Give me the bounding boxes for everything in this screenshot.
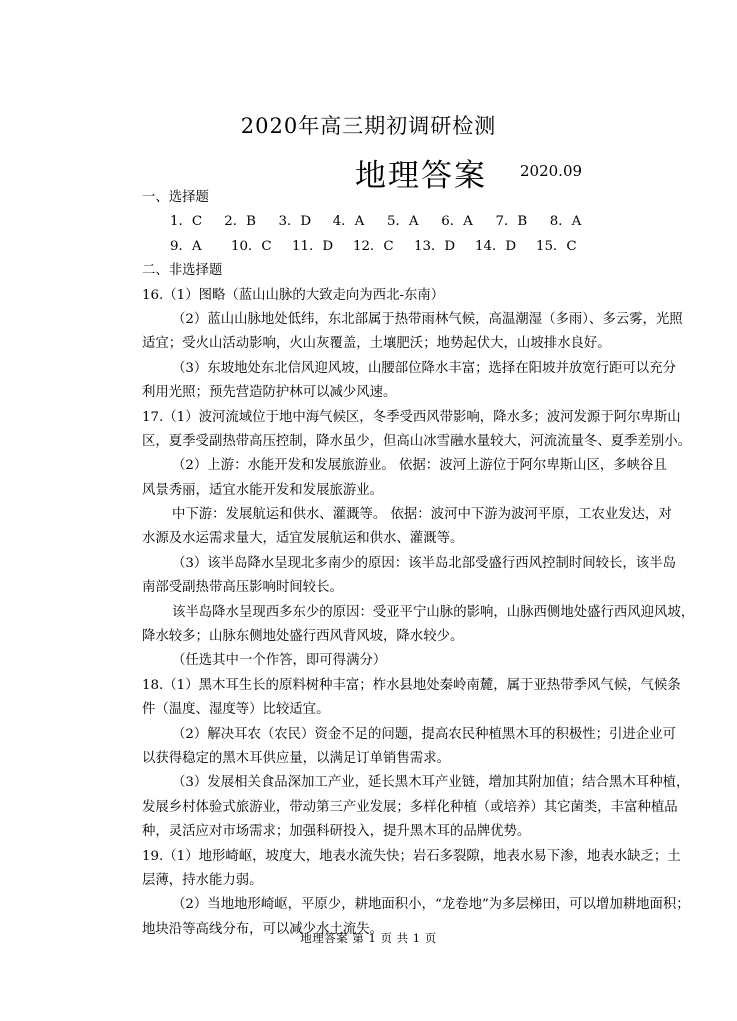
choice-answer: 4．A xyxy=(332,214,365,230)
choice-answer: 11．D xyxy=(292,238,334,254)
choice-answer: 9．A xyxy=(170,238,202,254)
subject-title: 地理答案 xyxy=(355,158,487,194)
answer-line: 地块沿等高线分布，可以减少水土流失。 xyxy=(142,921,384,937)
choice-answer: 12．C xyxy=(353,238,394,254)
section2-heading: 二、非选择题 xyxy=(142,263,223,279)
choice-answer: 8．A xyxy=(549,214,582,230)
answer-line: 17.（1）波河流域位于地中海气候区，冬季受西风带影响，降水多；波河发源于阿尔卑斯山 xyxy=(142,409,681,425)
choice-answer: 6．A xyxy=(441,214,473,230)
answer-line: 16.（1）图略（蓝山山脉的大致走向为西北-东南） xyxy=(142,287,445,303)
page-footer: 地理答案 第 1 页 共 1 页 xyxy=(300,931,437,945)
answer-line: 降水较多；山脉东侧地处盛行西风背风坡，降水较少。 xyxy=(142,629,464,645)
answer-line: （3）发展相关食品深加工产业，延长黑木耳产业链，增加其附加值；结合黑木耳种植， xyxy=(172,775,690,791)
answer-line: 利用光照；预先营造防护林可以减少风速。 xyxy=(142,385,397,401)
answer-lines xyxy=(142,284,695,943)
choice-answer: 14．D xyxy=(475,238,517,254)
answer-line: 层薄，持水能力弱。 xyxy=(142,872,263,888)
answer-line: （2）解决耳农（农民）资金不足的问题，提高农民种植黑木耳的积极性；引进企业可 xyxy=(172,726,676,742)
answer-line: 南部受副热带高压影响时间较长。 xyxy=(142,580,343,596)
answer-line: （2）上游：水能开发和发展旅游业。 依据：波河上游位于阿尔卑斯山区，多峡谷且 xyxy=(172,458,667,474)
choice-answer: 7．B xyxy=(495,214,528,230)
answer-line: 适宜；受火山活动影响，火山灰覆盖，土壤肥沃；地势起伏大，山坡排水良好。 xyxy=(142,336,611,352)
answer-line: 水源及水运需求量大，适宜发展航运和供水、灌溉等。 xyxy=(142,531,464,547)
choice-answers-row2 xyxy=(142,235,604,259)
choice-answer: 10．C xyxy=(231,238,272,254)
answer-line: 18.（1）黑木耳生长的原料树种丰富；柞水县地处秦岭南麓，属于亚热带季风气候，气候条 xyxy=(142,677,681,693)
exam-date: 2020.09 xyxy=(520,162,583,180)
answer-line: （3）该半岛降水呈现北多南少的原因：该半岛北部受盛行西风控制时间较长，该半岛 xyxy=(172,555,676,571)
choice-answer: 1．C xyxy=(170,214,203,230)
answer-line: 19.（1）地形崎岖，坡度大，地表水流失快；岩石多裂隙，地表水易下渗，地表水缺乏；土 xyxy=(142,848,681,864)
choice-answers-row1 xyxy=(142,210,604,234)
choice-answer: 3．D xyxy=(278,214,312,230)
answer-line: （任选其中一个作答，即可得满分） xyxy=(172,653,387,669)
answer-line: 中下游：发展航运和供水、灌溉等。 依据：波河中下游为波河平原，工农业发达，对 xyxy=(172,507,672,523)
answer-line: （2）蓝山山脉地处低纬，东北部属于热带雨林气候，高温潮湿（多雨）、多云雾，光照 xyxy=(172,311,683,327)
exam-title: 2020年高三期初调研检测 xyxy=(240,114,497,138)
choice-answer: 15．C xyxy=(536,238,577,254)
answer-line: 区，夏季受副热带高压控制，降水虽少，但高山冰雪融水量较大，河流流量冬、夏季差别小。 xyxy=(142,433,692,449)
answer-line: 以获得稳定的黑木耳供应量，以满足订单销售需求。 xyxy=(142,750,450,766)
answer-line: 风景秀丽，适宜水能开发和发展旅游业。 xyxy=(142,482,384,498)
answer-body xyxy=(142,186,695,942)
choice-answer: 5．A xyxy=(387,214,419,230)
section1-heading: 一、选择题 xyxy=(142,190,209,205)
answer-line: 发展乡村体验式旅游业，带动第三产业发展；多样化种植（或培养）其它菌类，丰富种植品 xyxy=(142,799,678,815)
answer-line: 该半岛降水呈现西多东少的原因：受亚平宁山脉的影响，山脉西侧地处盛行西风迎风坡， xyxy=(172,604,695,620)
answer-line: （2）当地地形崎岖，平原少，耕地面积小，“龙卷地”为多层梯田，可以增加耕地面积； xyxy=(172,897,690,913)
choice-answer: 13．D xyxy=(414,238,456,254)
choice-answer: 2．B xyxy=(224,214,257,230)
answer-line: 种，灵活应对市场需求；加强科研投入，提升黑木耳的品牌优势。 xyxy=(142,824,531,840)
answer-line: 件（温度、湿度等）比较适宜。 xyxy=(142,702,330,718)
answer-line: （3）东坡地处东北信风迎风坡，山腰部位降水丰富；选择在阳坡并放宽行距可以充分 xyxy=(172,360,676,376)
